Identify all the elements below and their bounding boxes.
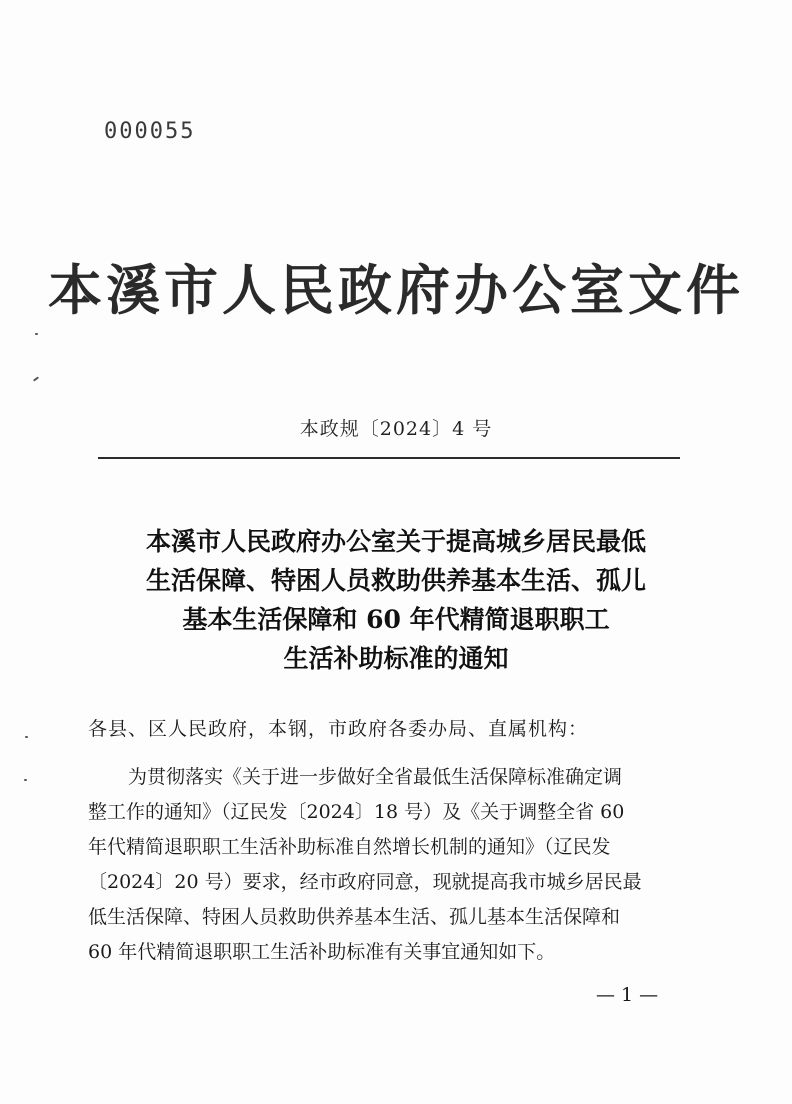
title-line: 生活补助标准的通知 <box>283 644 509 673</box>
addressee: 各县、区人民政府，本钢，市政府各委办局、直属机构： <box>88 718 589 740</box>
scan-speck <box>24 779 27 781</box>
body-paragraph <box>88 760 692 970</box>
body-line: 〔2024〕20 号）要求，经市政府同意，现就提高我市城乡居民最 <box>88 871 642 893</box>
masthead-title: 本溪市人民政府办公室文件 <box>48 258 744 322</box>
scan-speck <box>33 376 39 381</box>
title-line: 基本生活保障和 60 年代精简退职职工 <box>182 605 610 634</box>
body-line: 低生活保障、特困人员救助供养基本生活、孤儿基本生活保障和 <box>88 906 621 928</box>
body-line: 60 年代精简退职职工生活补助标准有关事宜通知如下。 <box>88 941 556 963</box>
page-number: — 1 — <box>596 984 659 1006</box>
scan-speck <box>35 333 38 335</box>
header-divider <box>98 457 680 459</box>
serial-number: 000055 <box>104 119 196 144</box>
body-line: 年代精简退职职工生活补助标准自然增长机制的通知》（辽民发 <box>88 836 611 858</box>
document-number: 本政规〔2024〕4 号 <box>299 418 493 440</box>
body-line: 整工作的通知》（辽民发〔2024〕18 号）及《关于调整全省 60 <box>88 801 625 823</box>
body-line: 为贯彻落实《关于进一步做好全省最低生活保障标准确定调 <box>128 766 623 788</box>
notice-title <box>70 522 722 678</box>
title-line: 本溪市人民政府办公室关于提高城乡居民最低 <box>145 527 646 556</box>
scan-speck <box>25 736 28 738</box>
title-line: 生活保障、特困人员救助供养基本生活、孤儿 <box>145 566 646 595</box>
